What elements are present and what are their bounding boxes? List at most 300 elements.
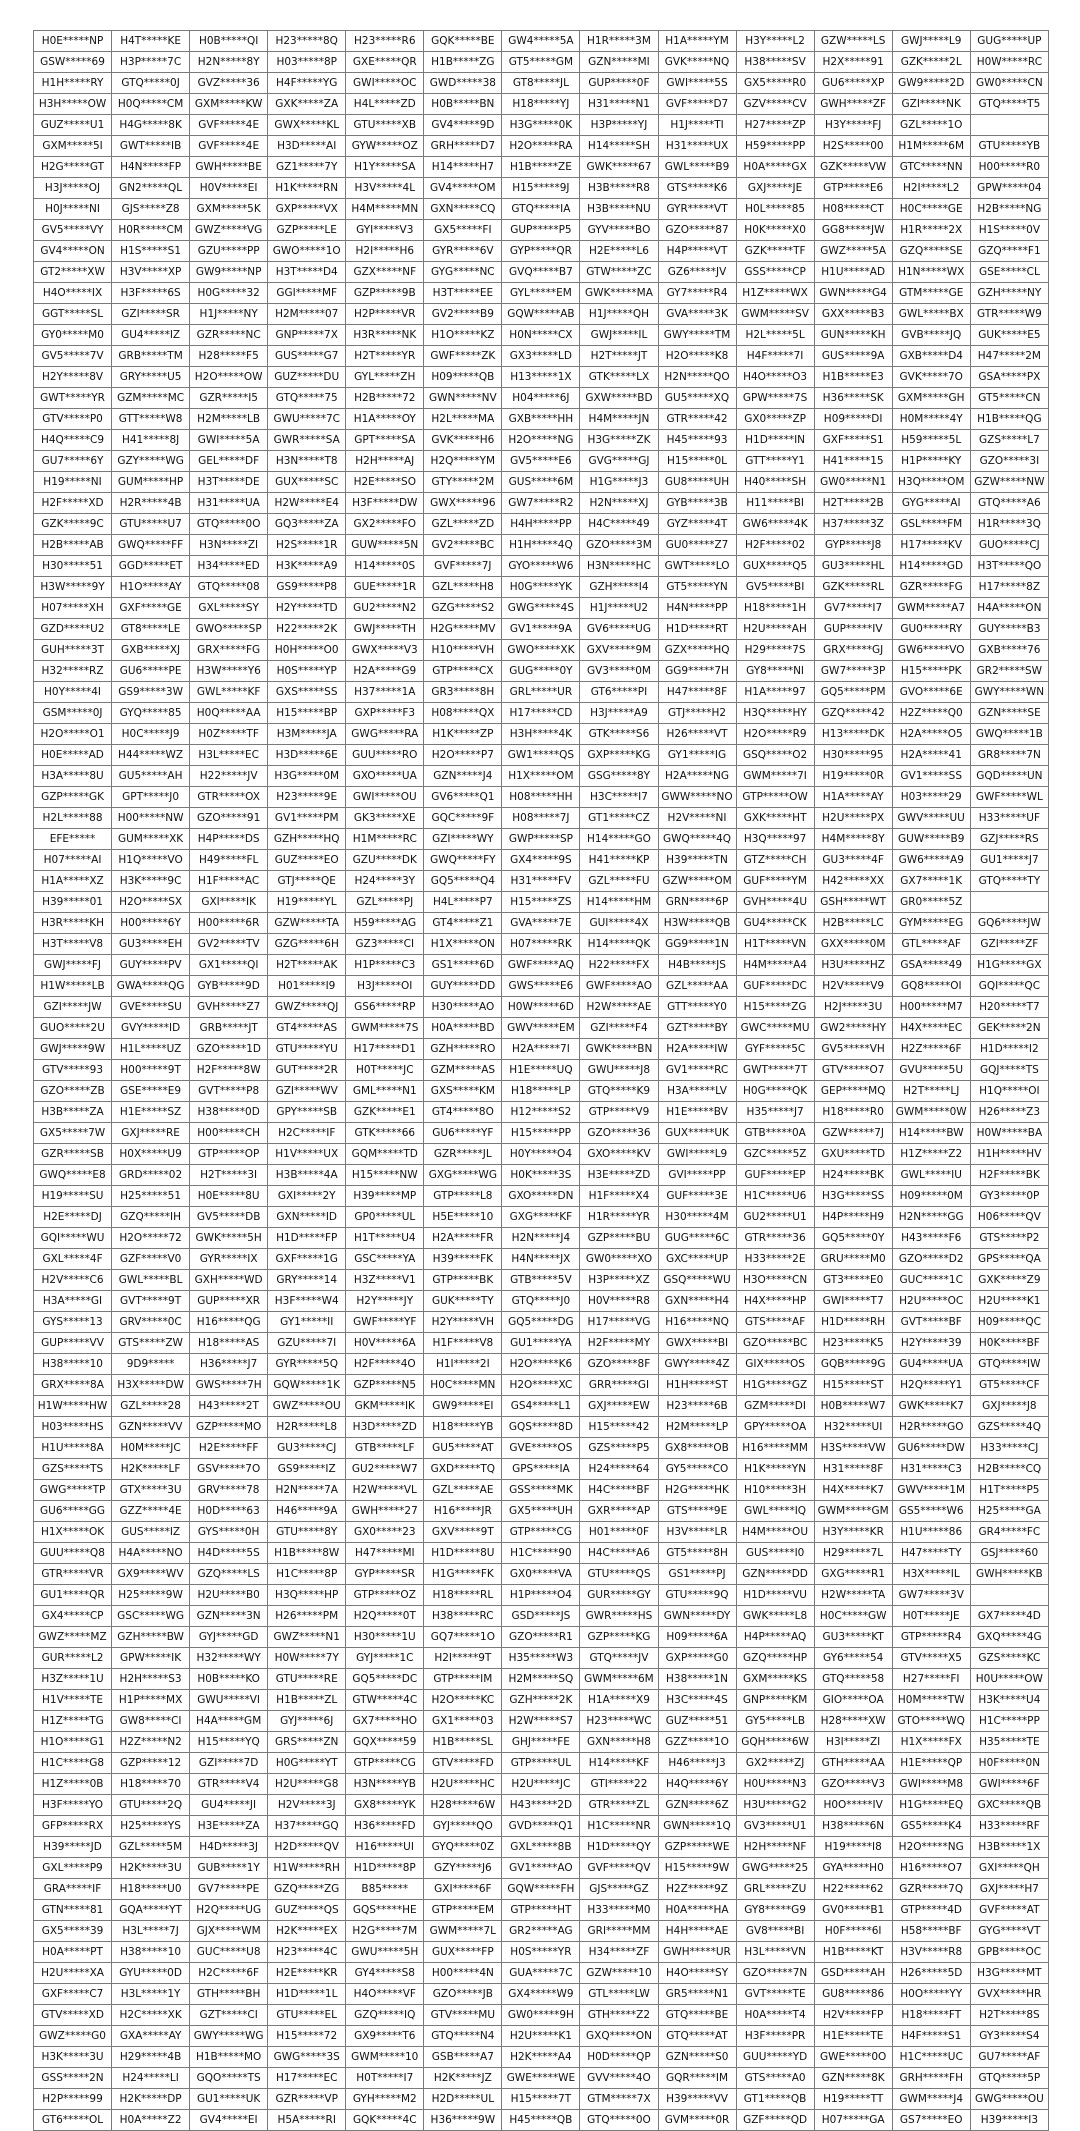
code-cell: GK3*****XE bbox=[346, 808, 424, 829]
code-cell: H2N*****J4 bbox=[502, 1228, 580, 1249]
code-cell: H41*****8J bbox=[112, 430, 190, 451]
code-cell: GSJ*****60 bbox=[970, 1543, 1048, 1564]
code-cell: GZT*****BY bbox=[658, 1018, 736, 1039]
code-cell: GWT*****7T bbox=[736, 1060, 814, 1081]
code-cell: GR4*****FC bbox=[970, 1522, 1048, 1543]
code-cell: H3M*****JA bbox=[268, 724, 346, 745]
code-cell: H2N*****GG bbox=[892, 1207, 970, 1228]
code-cell: GU3*****HL bbox=[814, 556, 892, 577]
code-cell: H3P*****7C bbox=[112, 52, 190, 73]
code-cell: GUY*****DD bbox=[424, 976, 502, 997]
code-cell: GYR*****5Q bbox=[268, 1354, 346, 1375]
code-cell: GTU*****2Q bbox=[112, 1795, 190, 1816]
code-cell: GXV*****9T bbox=[424, 1522, 502, 1543]
code-cell: GIX*****OS bbox=[736, 1354, 814, 1375]
code-cell: H4O*****IX bbox=[34, 283, 112, 304]
code-cell: GZP*****MO bbox=[190, 1417, 268, 1438]
code-cell: GWH*****KB bbox=[970, 1564, 1048, 1585]
code-cell: GTP*****HT bbox=[502, 1900, 580, 1921]
code-cell: GZJ*****RS bbox=[970, 829, 1048, 850]
code-cell: GRH*****FH bbox=[892, 2068, 970, 2089]
code-cell: H2T*****LJ bbox=[892, 1081, 970, 1102]
code-cell: GYP*****SR bbox=[346, 1564, 424, 1585]
code-cell: H2O*****KC bbox=[424, 1690, 502, 1711]
code-cell: GWM*****7I bbox=[736, 766, 814, 787]
code-cell: H14*****HM bbox=[580, 892, 658, 913]
code-cell: GXO*****KV bbox=[580, 1144, 658, 1165]
code-cell: GQW*****FH bbox=[502, 1879, 580, 1900]
code-cell: H2Y*****8V bbox=[34, 367, 112, 388]
code-cell: GWR*****HS bbox=[580, 1606, 658, 1627]
code-cell: H17*****D1 bbox=[346, 1039, 424, 1060]
code-cell: H59*****AG bbox=[346, 913, 424, 934]
code-cell: GZN*****DD bbox=[736, 1564, 814, 1585]
code-cell: GZO*****91 bbox=[190, 808, 268, 829]
code-cell: GWL*****B9 bbox=[658, 157, 736, 178]
code-cell: GTO*****WQ bbox=[892, 1711, 970, 1732]
code-cell: H2B*****CQ bbox=[970, 1459, 1048, 1480]
code-cell: H14*****0S bbox=[346, 556, 424, 577]
code-cell: GTS*****ZW bbox=[112, 1333, 190, 1354]
code-cell: H3P*****YJ bbox=[580, 115, 658, 136]
code-cell: GV1*****RC bbox=[658, 1060, 736, 1081]
code-cell: GWQ*****FF bbox=[112, 535, 190, 556]
code-cell: H22*****62 bbox=[814, 1879, 892, 1900]
code-cell: H1Z*****WX bbox=[736, 283, 814, 304]
code-cell: H4M*****A4 bbox=[736, 955, 814, 976]
code-cell: GPW*****7S bbox=[736, 388, 814, 409]
code-cell: GWI*****6F bbox=[970, 1774, 1048, 1795]
code-cell: GZ1*****7Y bbox=[268, 157, 346, 178]
code-cell: GVY*****ID bbox=[112, 1018, 190, 1039]
table-row bbox=[34, 1039, 1049, 1060]
code-cell: GG9*****7H bbox=[658, 661, 736, 682]
code-cell: GTR*****VR bbox=[34, 1564, 112, 1585]
code-cell: GXO*****UA bbox=[346, 766, 424, 787]
table-row bbox=[34, 136, 1049, 157]
code-cell: GUG*****0Y bbox=[502, 661, 580, 682]
code-cell: GWU*****J8 bbox=[580, 1060, 658, 1081]
table-row bbox=[34, 1921, 1049, 1942]
code-cell: GX0*****ZP bbox=[736, 409, 814, 430]
code-cell: GVF*****4E bbox=[190, 115, 268, 136]
code-cell: GWX*****96 bbox=[424, 493, 502, 514]
code-cell: H1H*****ST bbox=[658, 1375, 736, 1396]
code-cell: GTV*****XD bbox=[34, 2005, 112, 2026]
table-row bbox=[34, 1480, 1049, 1501]
code-cell: GYU*****0D bbox=[112, 1963, 190, 1984]
code-cell: GEK*****2N bbox=[970, 1018, 1048, 1039]
code-cell: GU5*****AT bbox=[424, 1438, 502, 1459]
code-cell: H3G*****SS bbox=[814, 1186, 892, 1207]
code-cell: GZO*****R1 bbox=[502, 1627, 580, 1648]
table-row bbox=[34, 1081, 1049, 1102]
code-cell: H3K*****3U bbox=[34, 2047, 112, 2068]
code-cell: H15*****ZG bbox=[736, 997, 814, 1018]
code-cell: H1C*****90 bbox=[502, 1543, 580, 1564]
code-cell: GZH*****RO bbox=[424, 1039, 502, 1060]
code-cell: H1B*****ZE bbox=[502, 157, 580, 178]
table-row bbox=[34, 1900, 1049, 1921]
code-cell: GX2*****FO bbox=[346, 514, 424, 535]
code-cell: H0W*****RC bbox=[970, 52, 1048, 73]
code-cell: H3Y*****L2 bbox=[736, 31, 814, 52]
code-cell: H42*****XX bbox=[814, 871, 892, 892]
code-cell: H16*****O7 bbox=[892, 1858, 970, 1879]
code-cell: GUG*****6C bbox=[658, 1228, 736, 1249]
table-row bbox=[34, 1963, 1049, 1984]
code-cell: GWJ*****9W bbox=[34, 1039, 112, 1060]
code-cell: H2E*****L6 bbox=[580, 241, 658, 262]
code-cell: H15*****NW bbox=[346, 1165, 424, 1186]
code-cell: H1U*****AD bbox=[814, 262, 892, 283]
code-cell: GWL*****BX bbox=[892, 304, 970, 325]
code-cell: H30*****95 bbox=[814, 745, 892, 766]
code-cell: GTS*****A0 bbox=[736, 2068, 814, 2089]
code-cell: H1X*****FX bbox=[892, 1732, 970, 1753]
code-cell: GW1*****QS bbox=[502, 745, 580, 766]
code-cell: GZN*****J4 bbox=[424, 766, 502, 787]
code-cell: H18*****U0 bbox=[112, 1879, 190, 1900]
code-cell: H07*****GA bbox=[814, 2110, 892, 2131]
code-cell: H3B*****ZA bbox=[34, 1102, 112, 1123]
code-cell: H39*****FK bbox=[424, 1249, 502, 1270]
code-cell: GYM*****EG bbox=[892, 913, 970, 934]
code-cell: GT8*****JL bbox=[502, 73, 580, 94]
code-cell: GY3*****0P bbox=[970, 1186, 1048, 1207]
code-cell: H1G*****GX bbox=[970, 955, 1048, 976]
code-cell: GXM*****KW bbox=[190, 94, 268, 115]
code-cell: GWU*****7C bbox=[268, 409, 346, 430]
code-cell: GUT*****2R bbox=[268, 1060, 346, 1081]
table-row bbox=[34, 1837, 1049, 1858]
code-cell: GZP*****N5 bbox=[346, 1375, 424, 1396]
code-cell: H3B*****4A bbox=[268, 1165, 346, 1186]
code-cell: GXJ*****J8 bbox=[970, 1396, 1048, 1417]
code-cell: H3L*****1Y bbox=[112, 1984, 190, 2005]
code-cell: GU6*****DW bbox=[892, 1438, 970, 1459]
code-cell: GSE*****CL bbox=[970, 262, 1048, 283]
code-cell: GWO*****1O bbox=[268, 241, 346, 262]
code-cell: GU3*****4F bbox=[814, 850, 892, 871]
code-cell: H24*****3Y bbox=[346, 871, 424, 892]
code-cell: GTP*****CG bbox=[502, 1522, 580, 1543]
code-cell: GVH*****4U bbox=[736, 892, 814, 913]
code-cell: H3R*****KH bbox=[34, 913, 112, 934]
code-cell: GTV*****MU bbox=[424, 2005, 502, 2026]
code-cell: H39*****TN bbox=[658, 850, 736, 871]
code-cell: H2O*****XC bbox=[502, 1375, 580, 1396]
code-cell: GZS*****P5 bbox=[580, 1438, 658, 1459]
code-cell: GZW*****TA bbox=[268, 913, 346, 934]
code-cell: GS7*****EO bbox=[892, 2110, 970, 2131]
code-cell: GSW*****69 bbox=[34, 52, 112, 73]
code-cell: GG9*****1N bbox=[658, 934, 736, 955]
code-cell: GTT*****W8 bbox=[112, 409, 190, 430]
code-cell: GZW*****10 bbox=[580, 1963, 658, 1984]
code-cell: H4O*****SY bbox=[658, 1963, 736, 1984]
code-cell: GTZ*****CH bbox=[736, 850, 814, 871]
code-cell: H15*****PP bbox=[502, 1123, 580, 1144]
code-cell: GZW*****LS bbox=[814, 31, 892, 52]
code-cell: H1T*****U4 bbox=[346, 1228, 424, 1249]
table-row bbox=[34, 1669, 1049, 1690]
code-cell: GWJ*****FJ bbox=[34, 955, 112, 976]
code-cell: GZP*****GK bbox=[34, 787, 112, 808]
code-cell: H0M*****JC bbox=[112, 1438, 190, 1459]
code-cell: H18*****R0 bbox=[814, 1102, 892, 1123]
code-cell: GUO*****2U bbox=[34, 1018, 112, 1039]
table-row bbox=[34, 1984, 1049, 2005]
code-cell: GZH*****2K bbox=[502, 1690, 580, 1711]
code-cell: H1P*****C3 bbox=[346, 955, 424, 976]
code-cell: GTJ*****QE bbox=[268, 871, 346, 892]
code-cell: GX5*****UH bbox=[502, 1501, 580, 1522]
table-row bbox=[34, 1543, 1049, 1564]
code-cell: H0U*****OW bbox=[970, 1669, 1048, 1690]
code-cell: H1E*****QP bbox=[892, 1753, 970, 1774]
code-cell: H0N*****CX bbox=[502, 325, 580, 346]
code-cell: GUZ*****51 bbox=[658, 1711, 736, 1732]
code-cell: GV1*****SS bbox=[892, 766, 970, 787]
code-cell: H2C*****IF bbox=[268, 1123, 346, 1144]
code-cell: GTS*****AF bbox=[736, 1312, 814, 1333]
code-cell: H3W*****QB bbox=[658, 913, 736, 934]
code-cell: GS9*****3W bbox=[112, 682, 190, 703]
code-cell: H1B*****8W bbox=[268, 1543, 346, 1564]
code-cell: GZX*****NF bbox=[346, 262, 424, 283]
code-cell: H25*****GA bbox=[970, 1501, 1048, 1522]
code-cell: GU1*****YA bbox=[502, 1333, 580, 1354]
code-cell: H4O*****O3 bbox=[736, 367, 814, 388]
code-cell: H2F*****8W bbox=[190, 1060, 268, 1081]
code-cell: GWT*****YR bbox=[34, 388, 112, 409]
code-cell: H1O*****AY bbox=[112, 577, 190, 598]
code-cell: H3L*****VN bbox=[736, 1942, 814, 1963]
code-cell: GTU*****RE bbox=[268, 1669, 346, 1690]
code-cell: GRV*****78 bbox=[190, 1480, 268, 1501]
code-cell: H23*****K5 bbox=[814, 1333, 892, 1354]
code-cell: H18*****1H bbox=[736, 598, 814, 619]
code-cell: H2Z*****9Z bbox=[658, 1879, 736, 1900]
code-cell: H45*****QB bbox=[502, 2110, 580, 2131]
code-cell: H2T*****YR bbox=[346, 346, 424, 367]
code-cell: 9D9***** bbox=[112, 1354, 190, 1375]
code-cell: H3V*****XP bbox=[112, 262, 190, 283]
code-cell: H00*****R0 bbox=[970, 157, 1048, 178]
code-cell: H2A*****7I bbox=[502, 1039, 580, 1060]
code-cell: H1Z*****TG bbox=[34, 1711, 112, 1732]
code-cell: H17*****8Z bbox=[970, 577, 1048, 598]
code-cell: GZO*****D2 bbox=[892, 1249, 970, 1270]
table-row bbox=[34, 178, 1049, 199]
code-cell: GUF*****YM bbox=[736, 871, 814, 892]
code-cell: GTR*****V4 bbox=[190, 1774, 268, 1795]
code-cell: H1C*****U6 bbox=[736, 1186, 814, 1207]
code-cell: GZI*****NK bbox=[892, 94, 970, 115]
code-cell: GTQ*****0O bbox=[580, 2110, 658, 2131]
code-cell: H0D*****QP bbox=[580, 2047, 658, 2068]
code-cell: GWR*****SA bbox=[268, 430, 346, 451]
table-row bbox=[34, 1060, 1049, 1081]
code-cell: GTT*****Y0 bbox=[658, 997, 736, 1018]
code-cell: GTI*****22 bbox=[580, 1774, 658, 1795]
code-cell: GV4*****9D bbox=[424, 115, 502, 136]
code-cell: H1P*****KY bbox=[892, 451, 970, 472]
code-cell: GQ5*****DC bbox=[346, 1669, 424, 1690]
code-cell: GWJ*****L9 bbox=[892, 31, 970, 52]
code-cell: H2F*****XD bbox=[34, 493, 112, 514]
code-cell: H0W*****6D bbox=[502, 997, 580, 1018]
code-cell: GV4*****ON bbox=[34, 241, 112, 262]
code-cell: GWM*****J4 bbox=[892, 2089, 970, 2110]
code-cell: GZW*****NW bbox=[970, 472, 1048, 493]
code-cell: GZQ*****ZG bbox=[268, 1879, 346, 1900]
code-cell: H28*****F5 bbox=[190, 346, 268, 367]
code-cell: GUR*****L2 bbox=[34, 1648, 112, 1669]
code-cell: H36*****SK bbox=[814, 388, 892, 409]
table-row bbox=[34, 1711, 1049, 1732]
code-cell: GXI*****6F bbox=[424, 1879, 502, 1900]
table-row bbox=[34, 94, 1049, 115]
code-cell: H2G*****MV bbox=[424, 619, 502, 640]
code-cell: GSD*****JS bbox=[502, 1606, 580, 1627]
code-cell: H10*****3H bbox=[736, 1480, 814, 1501]
code-cell: GWM*****0W bbox=[892, 1102, 970, 1123]
code-cell: GTU*****YU bbox=[268, 1039, 346, 1060]
code-cell: H1R*****2X bbox=[892, 220, 970, 241]
code-cell: H03*****29 bbox=[892, 787, 970, 808]
code-cell: GZL*****ZD bbox=[424, 514, 502, 535]
code-cell: GPT*****SA bbox=[346, 430, 424, 451]
table-row bbox=[34, 1207, 1049, 1228]
code-cell: GZR*****I5 bbox=[190, 388, 268, 409]
code-cell: H2A*****NG bbox=[658, 766, 736, 787]
code-cell: GYR*****VT bbox=[658, 199, 736, 220]
code-cell: GZI*****SR bbox=[112, 304, 190, 325]
code-cell: GXJ*****RE bbox=[112, 1123, 190, 1144]
code-cell: GWK*****5H bbox=[190, 1228, 268, 1249]
code-cell: H2N*****XJ bbox=[580, 493, 658, 514]
code-cell: H1T*****VN bbox=[736, 934, 814, 955]
code-cell: GWK*****K7 bbox=[892, 1396, 970, 1417]
code-cell: H2S*****00 bbox=[814, 136, 892, 157]
code-cell: H0M*****TW bbox=[892, 1690, 970, 1711]
code-cell: B85***** bbox=[346, 1879, 424, 1900]
table-row bbox=[34, 2047, 1049, 2068]
code-cell: GWJ*****IL bbox=[580, 325, 658, 346]
code-cell: H09*****0M bbox=[892, 1186, 970, 1207]
code-cell: GUF*****EP bbox=[736, 1165, 814, 1186]
code-cell: GWY*****TM bbox=[658, 325, 736, 346]
code-cell: GX1*****QI bbox=[190, 955, 268, 976]
code-cell: GW2*****HY bbox=[814, 1018, 892, 1039]
code-cell: H26*****VT bbox=[658, 724, 736, 745]
code-cell: H2U*****K1 bbox=[970, 1291, 1048, 1312]
code-cell: GUY*****PV bbox=[112, 955, 190, 976]
code-cell: H2O*****72 bbox=[112, 1228, 190, 1249]
code-cell: GU1*****QR bbox=[34, 1585, 112, 1606]
code-cell: GTP*****OZ bbox=[346, 1585, 424, 1606]
code-cell: GEP*****MQ bbox=[814, 1081, 892, 1102]
code-cell: GTH*****AA bbox=[814, 1753, 892, 1774]
code-cell: GWZ*****MZ bbox=[34, 1627, 112, 1648]
code-cell: H1C*****NR bbox=[580, 1816, 658, 1837]
code-cell: GXB*****HH bbox=[502, 409, 580, 430]
code-cell: H1B*****SL bbox=[424, 1732, 502, 1753]
code-cell: GU6*****YF bbox=[424, 1123, 502, 1144]
code-cell: GTQ*****A6 bbox=[970, 493, 1048, 514]
code-cell: H2U*****K1 bbox=[502, 2026, 580, 2047]
code-cell: H3X*****DW bbox=[112, 1375, 190, 1396]
code-cell: H15*****7T bbox=[502, 2089, 580, 2110]
code-cell: GZS*****L7 bbox=[970, 430, 1048, 451]
code-cell: GWE*****WE bbox=[502, 2068, 580, 2089]
code-cell: GQ6*****JW bbox=[970, 913, 1048, 934]
code-cell: H1V*****TE bbox=[34, 1690, 112, 1711]
code-cell: GVE*****SU bbox=[112, 997, 190, 1018]
code-cell: H40*****SH bbox=[736, 472, 814, 493]
code-cell: GJX*****WM bbox=[190, 1921, 268, 1942]
table-row bbox=[34, 955, 1049, 976]
code-cell: GWX*****V3 bbox=[346, 640, 424, 661]
code-cell: H1H*****4Q bbox=[502, 535, 580, 556]
code-cell: GYS*****0H bbox=[190, 1522, 268, 1543]
code-cell: GWZ*****N1 bbox=[268, 1627, 346, 1648]
code-cell: H14*****QK bbox=[580, 934, 658, 955]
code-cell: H2H*****NF bbox=[736, 1837, 814, 1858]
code-cell: GS4*****L1 bbox=[502, 1396, 580, 1417]
code-cell: H38*****10 bbox=[112, 1942, 190, 1963]
code-cell: GVT*****9T bbox=[112, 1291, 190, 1312]
code-cell: GXL*****P9 bbox=[34, 1858, 112, 1879]
code-cell: H1N*****WX bbox=[892, 262, 970, 283]
code-cell: GZR*****JL bbox=[424, 1144, 502, 1165]
code-cell: H16*****QG bbox=[190, 1312, 268, 1333]
code-cell: GWX*****KL bbox=[268, 115, 346, 136]
code-cell: GZW*****7J bbox=[814, 1123, 892, 1144]
code-cell: GSA*****49 bbox=[892, 955, 970, 976]
code-cell: H31*****FV bbox=[502, 871, 580, 892]
code-cell: H23*****WC bbox=[580, 1711, 658, 1732]
code-cell: H4X*****EC bbox=[892, 1018, 970, 1039]
code-cell: GXD*****TQ bbox=[424, 1459, 502, 1480]
code-cell: H1Z*****Z2 bbox=[892, 1144, 970, 1165]
code-cell: H29*****7L bbox=[814, 1543, 892, 1564]
code-cell: GX0*****VA bbox=[502, 1564, 580, 1585]
code-cell: GTQ*****08 bbox=[190, 577, 268, 598]
code-cell: GU4*****IZ bbox=[112, 325, 190, 346]
code-cell: GUU*****YD bbox=[736, 2047, 814, 2068]
code-cell: H0A*****BD bbox=[424, 1018, 502, 1039]
code-cell: H23*****9E bbox=[268, 787, 346, 808]
code-cell: H3Z*****1U bbox=[34, 1669, 112, 1690]
code-cell: GZQ*****F1 bbox=[970, 241, 1048, 262]
code-cell: GYB*****3B bbox=[658, 493, 736, 514]
code-cell: H0V*****EI bbox=[190, 178, 268, 199]
code-cell: H04*****6J bbox=[502, 388, 580, 409]
code-cell: H23*****R6 bbox=[346, 31, 424, 52]
code-cell: GU8*****UH bbox=[658, 472, 736, 493]
code-cell: GT1*****CZ bbox=[580, 808, 658, 829]
code-cell: GV1*****PM bbox=[268, 808, 346, 829]
code-cell: H2F*****02 bbox=[736, 535, 814, 556]
code-cell: GTH*****BH bbox=[190, 1984, 268, 2005]
code-cell: H2O*****NG bbox=[892, 1837, 970, 1858]
code-cell: H3F*****YO bbox=[34, 1795, 112, 1816]
code-cell: GZK*****TF bbox=[736, 241, 814, 262]
code-cell: H07*****RK bbox=[502, 934, 580, 955]
